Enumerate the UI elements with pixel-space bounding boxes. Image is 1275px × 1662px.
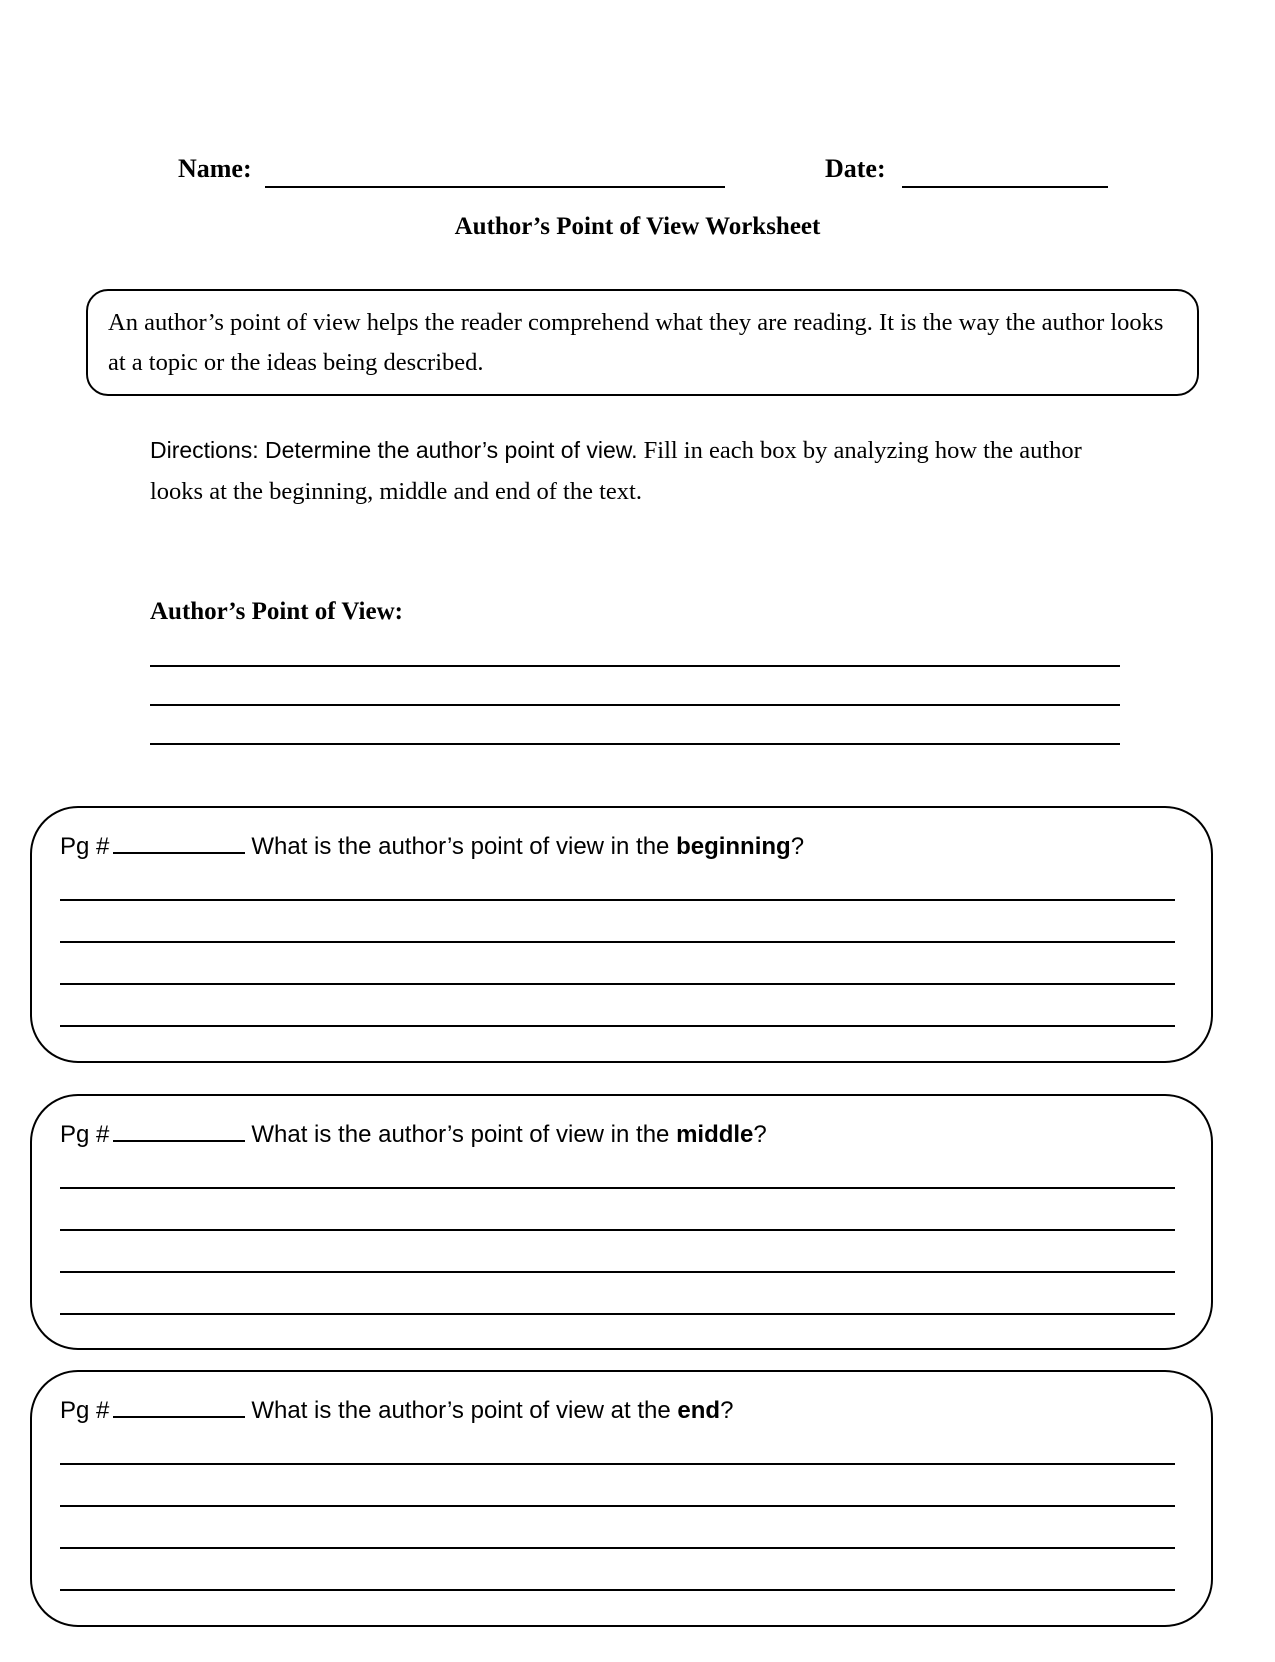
definition-box <box>86 289 1199 396</box>
pg-label: Pg # <box>60 833 110 860</box>
name-label: Name: <box>178 154 252 183</box>
answer-line[interactable] <box>60 1547 1175 1549</box>
date-field[interactable] <box>902 186 1108 188</box>
question-box-beginning <box>30 806 1213 1063</box>
name-field[interactable] <box>265 186 725 188</box>
question-suffix: ? <box>753 1121 767 1148</box>
answer-line[interactable] <box>60 983 1175 985</box>
answer-line[interactable] <box>60 1271 1175 1273</box>
question-text: What is the author’s point of view in the <box>251 833 677 860</box>
question-emphasis: beginning <box>676 833 791 860</box>
date-label: Date: <box>825 154 886 183</box>
directions-rest: Fill in each box by analyzing how the author looks at the beginning, middle and end of the text. <box>150 437 1082 505</box>
answer-line[interactable] <box>60 899 1175 901</box>
question-prompt <box>60 832 804 861</box>
answer-line[interactable] <box>60 1505 1175 1507</box>
answer-line[interactable] <box>60 1025 1175 1027</box>
question-text: What is the author’s point of view at the <box>251 1397 678 1424</box>
pg-label: Pg # <box>60 1121 110 1148</box>
answer-line[interactable] <box>60 1313 1175 1315</box>
worksheet-title: Author’s Point of View Worksheet <box>454 213 821 240</box>
pov-answer-line[interactable] <box>150 665 1120 667</box>
page-number-field[interactable] <box>113 1120 245 1142</box>
question-suffix: ? <box>720 1397 734 1424</box>
pg-label: Pg # <box>60 1397 110 1424</box>
page-number-field[interactable] <box>113 1396 245 1418</box>
pov-answer-line[interactable] <box>150 743 1120 745</box>
question-suffix: ? <box>790 833 805 860</box>
question-text: What is the author’s point of view in the <box>251 1121 677 1148</box>
answer-line[interactable] <box>60 1187 1175 1189</box>
answer-line[interactable] <box>60 941 1175 943</box>
answer-line[interactable] <box>60 1463 1175 1465</box>
directions <box>150 430 1110 512</box>
directions-lead: Directions: Determine the author’s point of view. <box>150 437 638 463</box>
question-box-middle <box>30 1094 1213 1350</box>
answer-line[interactable] <box>60 1229 1175 1231</box>
question-prompt <box>60 1120 767 1149</box>
question-prompt <box>60 1396 733 1425</box>
answer-line[interactable] <box>60 1589 1175 1591</box>
definition-text: An author’s point of view helps the reader comprehend what they are reading. It is the way the author looks at a topic or the ideas being described. <box>108 309 1164 376</box>
question-emphasis: middle <box>676 1121 754 1148</box>
pov-answer-line[interactable] <box>150 704 1120 706</box>
pov-heading: Author’s Point of View: <box>150 598 403 625</box>
question-box-end <box>30 1370 1213 1627</box>
page-number-field[interactable] <box>113 832 245 854</box>
question-emphasis: end <box>677 1397 721 1424</box>
